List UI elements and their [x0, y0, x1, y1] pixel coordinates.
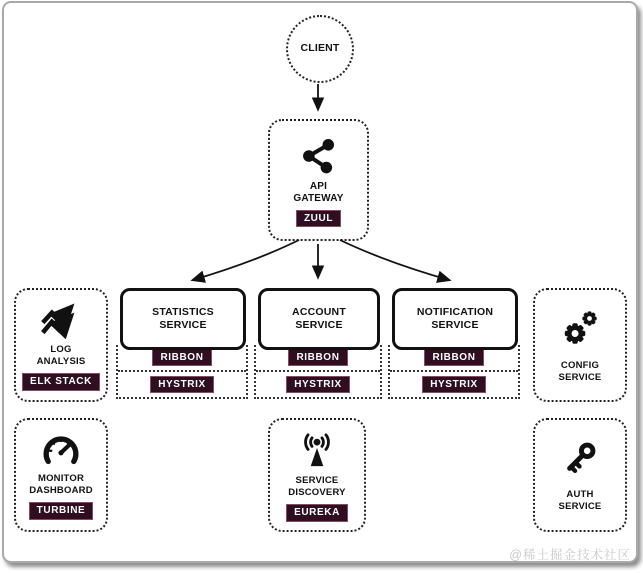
watermark: @稀土掘金技术社区 — [509, 548, 631, 562]
notification-service-layers — [388, 345, 520, 399]
ribbon-badge: RIBBON — [152, 349, 211, 367]
node-log-analysis — [14, 288, 108, 402]
client-label: CLIENT — [300, 42, 340, 55]
ribbon-badge: RIBBON — [288, 349, 347, 367]
log-analysis-badge: ELK STACK — [22, 373, 100, 391]
node-service-discovery — [268, 418, 366, 532]
node-api-gateway — [268, 119, 369, 241]
gears-icon — [557, 306, 603, 350]
node-account-service — [258, 288, 380, 350]
hystrix-badge: HYSTRIX — [150, 376, 214, 394]
config-service-label: CONFIG SERVICE — [558, 360, 602, 383]
notification-service-label: NOTIFICATION SERVICE — [416, 305, 494, 331]
hystrix-badge: HYSTRIX — [286, 376, 350, 394]
log-analysis-label: LOG ANALYSIS — [36, 344, 86, 368]
trend-arrows-icon — [39, 299, 83, 339]
node-auth-service — [533, 418, 627, 532]
node-notification-service — [392, 288, 518, 350]
hystrix-layer — [390, 372, 518, 397]
auth-service-label: AUTH SERVICE — [558, 489, 602, 512]
hystrix-badge: HYSTRIX — [422, 376, 486, 394]
monitor-dashboard-badge: TURBINE — [29, 502, 94, 520]
node-client — [286, 15, 354, 83]
antenna-icon — [294, 428, 340, 470]
node-config-service — [533, 288, 627, 402]
statistics-service-label: STATISTICS SERVICE — [152, 305, 214, 331]
share-icon — [298, 135, 340, 177]
account-service-layers — [254, 345, 382, 399]
node-monitor-dashboard — [14, 418, 108, 532]
hystrix-layer — [256, 372, 380, 397]
gauge-icon — [40, 430, 82, 468]
account-service-label: ACCOUNT SERVICE — [292, 305, 346, 331]
statistics-service-layers — [116, 345, 248, 399]
hystrix-layer — [118, 372, 246, 397]
gateway-label: API GATEWAY — [293, 180, 344, 205]
gateway-badge: ZUUL — [296, 210, 341, 228]
node-statistics-service — [120, 288, 246, 350]
service-discovery-label: SERVICE DISCOVERY — [288, 475, 346, 499]
ribbon-badge: RIBBON — [424, 349, 483, 367]
monitor-dashboard-label: MONITOR DASHBOARD — [29, 473, 93, 497]
key-icon — [558, 437, 602, 479]
service-discovery-badge: EUREKA — [286, 504, 348, 522]
